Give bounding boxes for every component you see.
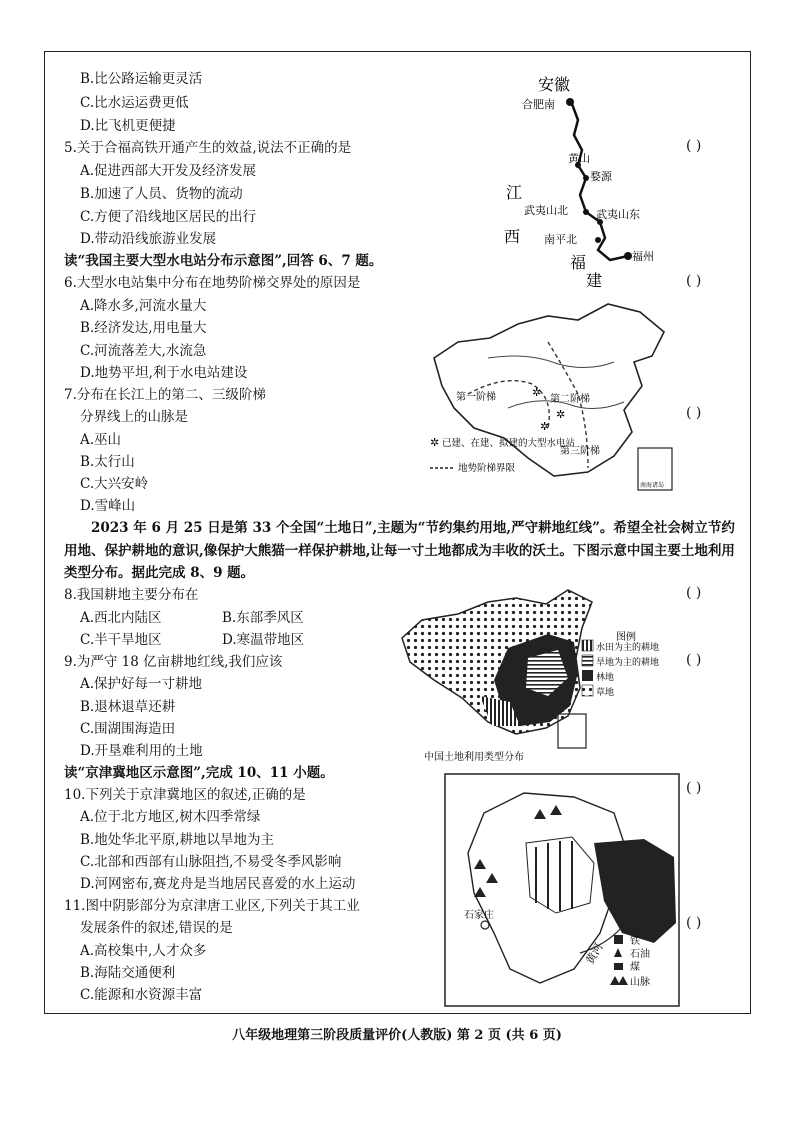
province-label: 建 <box>586 271 603 290</box>
q4-option-c: C.比水运运费更低 <box>80 95 189 111</box>
q6-option-b: B.经济发达,用电量大 <box>80 320 207 336</box>
province-label: 西 <box>504 227 521 246</box>
step-label: 第二阶梯 <box>550 394 590 405</box>
legend-label: 地势阶梯界限 <box>458 463 516 474</box>
q7-answer-paren[interactable]: ( ) <box>686 405 702 421</box>
q5-option-d: D.带动沿线旅游业发展 <box>80 231 217 247</box>
q11-option-b: B.海陆交通便利 <box>80 965 176 981</box>
legend-label: 已建、在建、拟建的大型水电站 <box>442 438 576 449</box>
q11-stem-cont: 发展条件的叙述,错误的是 <box>80 920 233 936</box>
legend-label: 林地 <box>596 673 615 683</box>
station-label: 武夷山东 <box>596 208 640 221</box>
q6-option-d: D.地势平坦,利于水电站建设 <box>80 365 248 381</box>
q9-stem: 9.为严守 18 亿亩耕地红线,我们应该 <box>64 654 283 670</box>
bohai-sea <box>594 839 676 943</box>
step-label: 第一阶梯 <box>456 392 496 403</box>
legend-label: 水田为主的耕地 <box>596 643 660 653</box>
q5-stem: 5.关于合福高铁开通产生的效益,说法不正确的是 <box>64 140 352 156</box>
q10-option-a: A.位于北方地区,树木四季常绿 <box>80 809 261 825</box>
legend-label: 石油 <box>630 949 650 960</box>
q6-answer-paren[interactable]: ( ) <box>686 273 702 289</box>
q8-answer-paren[interactable]: ( ) <box>686 585 702 601</box>
hefei-fuzhou-railway-map <box>490 70 680 290</box>
station-label: 合肥南 <box>522 98 555 111</box>
legend-title: 图例 <box>616 632 636 643</box>
q10-option-d: D.河网密布,赛龙舟是当地居民喜爱的水上运动 <box>80 876 356 892</box>
q4-option-b: B.比公路运输更灵活 <box>80 71 203 87</box>
land-use-map <box>398 588 690 766</box>
map-caption: 中国土地利用类型分布 <box>424 752 524 763</box>
q11-option-c: C.能源和水资源丰富 <box>80 987 203 1003</box>
step-label: 第三阶梯 <box>560 446 600 457</box>
oil-legend-icon <box>614 948 622 957</box>
station-icon: ✲ <box>540 420 550 433</box>
province-label: 福 <box>570 253 587 272</box>
station-icon: ✲ <box>556 408 566 421</box>
q5-option-c: C.方便了沿线地区居民的出行 <box>80 209 257 225</box>
legend-label: 铁 <box>630 936 640 947</box>
station-dot <box>566 98 574 106</box>
river-label: 黄河 <box>583 940 606 967</box>
legend-label: 山脉 <box>630 977 650 988</box>
q6-option-c: C.河流落差大,水流急 <box>80 343 207 359</box>
station-icon: ✲ <box>532 386 542 399</box>
q11-answer-paren[interactable]: ( ) <box>686 915 702 931</box>
forest-legend-icon <box>582 670 593 681</box>
city-icon <box>481 921 489 929</box>
station-legend-icon: ✲ <box>430 436 440 449</box>
intro-hydro: 读“我国主要大型水电站分布示意图”,回答 6、7 题。 <box>64 253 383 269</box>
station-dot <box>595 237 601 243</box>
iron-legend-icon <box>614 935 623 944</box>
legend-label: 煤 <box>630 962 640 973</box>
q11-option-a: A.高校集中,人才众多 <box>80 943 207 959</box>
q5-option-b: B.加速了人员、货物的流动 <box>80 186 243 202</box>
q7-option-b: B.太行山 <box>80 454 135 470</box>
q10-answer-paren[interactable]: ( ) <box>686 780 702 796</box>
q10-option-b: B.地处华北平原,耕地以旱地为主 <box>80 832 275 848</box>
station-label: 南平北 <box>544 233 577 246</box>
q5-option-a: A.促进西部大开发及经济发展 <box>80 163 257 179</box>
city-label: 石家庄 <box>464 910 494 921</box>
q7-option-d: D.雪峰山 <box>80 498 136 514</box>
q7-stem: 7.分布在长江上的第二、三级阶梯 <box>64 387 266 403</box>
q10-option-c: C.北部和西部有山脉阻挡,不易受冬季风影响 <box>80 854 342 870</box>
q4-option-d: D.比飞机更便捷 <box>80 118 176 134</box>
station-dot <box>583 209 589 215</box>
province-label: 江 <box>506 183 523 202</box>
q7-stem-cont: 分界线上的山脉是 <box>80 409 188 425</box>
legend-label: 草地 <box>596 688 615 698</box>
q9-option-b: B.退林退草还耕 <box>80 699 176 715</box>
q8-stem: 8.我国耕地主要分布在 <box>64 587 199 603</box>
inset-label: 南海诸岛 <box>640 482 665 489</box>
hydropower-stations-map <box>428 298 678 496</box>
q11-stem: 11.图中阴影部分为京津唐工业区,下列关于其工业 <box>64 898 360 914</box>
q8-option-c: C.半干旱地区 <box>80 632 162 648</box>
intro-jjj: 读“京津冀地区示意图”,完成 10、11 小题。 <box>64 765 334 781</box>
page-footer: 八年级地理第三阶段质量评价(人教版) 第 2 页 (共 6 页) <box>232 1028 562 1043</box>
mountain-legend-icon <box>610 976 628 985</box>
q9-option-d: D.开垦难利用的土地 <box>80 743 203 759</box>
station-dot <box>624 252 632 260</box>
coal-legend-icon <box>614 963 623 970</box>
station-label: 武夷山北 <box>524 204 568 217</box>
china-outline <box>434 304 664 476</box>
q7-option-c: C.大兴安岭 <box>80 476 149 492</box>
river <box>488 356 614 368</box>
q5-answer-paren[interactable]: ( ) <box>686 138 702 154</box>
legend-label: 旱地为主的耕地 <box>596 658 660 668</box>
q9-answer-paren[interactable]: ( ) <box>686 652 702 668</box>
q10-stem: 10.下列关于京津冀地区的叙述,正确的是 <box>64 787 306 803</box>
paddy-legend-icon <box>582 640 593 651</box>
q8-option-b: B.东部季风区 <box>222 610 304 626</box>
jing-jin-ji-map <box>444 773 680 1007</box>
land-day-paragraph: 2023 年 6 月 25 日是第 33 个全国“土地日”,主题为“节约集约用地,严守耕地红线”。希望全社会树立节约用地、保护耕地的意识,像保护大熊猫一样保护耕地,让每一寸土地都成为丰收的沃土。下图示意中国主要土地利用类型分布。据此完成 8、9 题。 <box>64 520 735 581</box>
q9-option-c: C.围湖围海造田 <box>80 721 176 737</box>
station-dot <box>583 175 589 181</box>
q9-option-a: A.保护好每一寸耕地 <box>80 676 203 692</box>
q8-option-d: D.寒温带地区 <box>222 632 305 648</box>
dryland-legend-icon <box>582 655 593 666</box>
q8-option-a: A.西北内陆区 <box>80 610 162 626</box>
station-label: 黄山 <box>568 152 590 165</box>
station-label: 福州 <box>632 250 654 263</box>
q6-stem: 6.大型水电站集中分布在地势阶梯交界处的原因是 <box>64 275 361 291</box>
station-label: 婺源 <box>590 170 612 183</box>
q7-option-a: A.巫山 <box>80 432 122 448</box>
province-label: 安徽 <box>538 75 571 94</box>
grassland-legend-icon <box>582 685 593 696</box>
q6-option-a: A.降水多,河流水量大 <box>80 298 207 314</box>
